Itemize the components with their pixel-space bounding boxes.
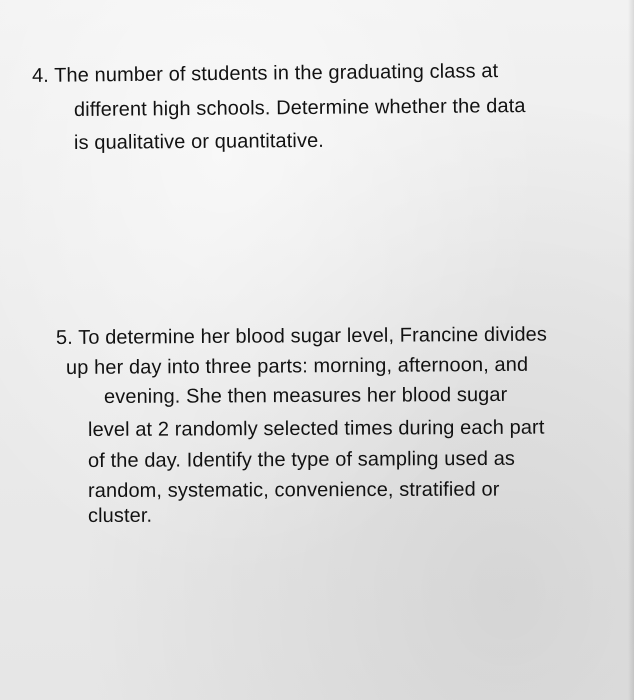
page-edge-shadow (628, 0, 634, 700)
question-5-line-7: cluster. (87, 504, 153, 527)
question-5-line-2: up her day into three parts: morning, afternoon, and (65, 353, 529, 379)
question-5-line-1: 5. To determine her blood sugar level, Francine divides (55, 323, 548, 349)
question-5-line-3: evening. She then measures her blood sugar (103, 383, 508, 408)
question-5-line-4: level at 2 randomly selected times during each part (87, 416, 545, 441)
question-4-line-3: is qualitative or quantitative. (73, 129, 325, 154)
question-4-line-1: 4. The number of students in the graduating class at (31, 60, 499, 87)
question-5-line-5: of the day. Identify the type of sampling used as (87, 447, 516, 472)
question-5-line-6: random, systematic, convenience, stratified or (87, 478, 500, 502)
question-4-line-2: different high schools. Determine whether the data (73, 95, 526, 121)
